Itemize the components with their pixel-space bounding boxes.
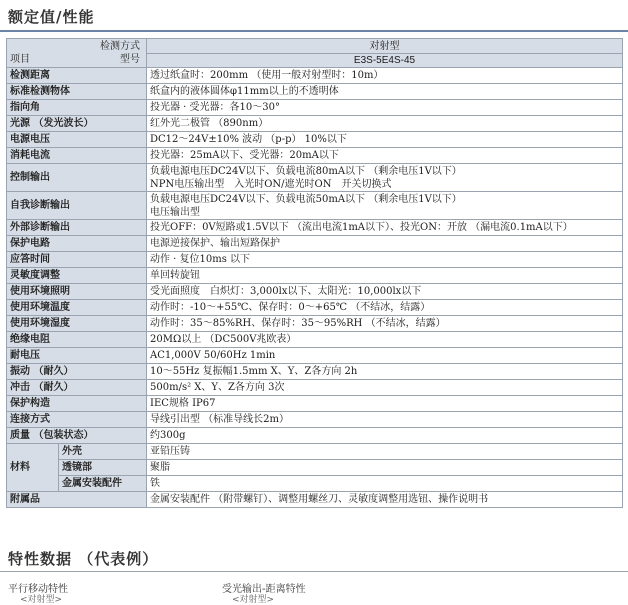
- spec-row: [7, 284, 623, 300]
- spec-row: [7, 68, 623, 84]
- spec-value-line: 负载电源电压DC24V以下、负载电流50mA以下 （剩余电压1V以下）: [150, 193, 462, 205]
- spec-label: 连接方式: [7, 412, 147, 428]
- spec-row: [7, 116, 623, 132]
- spec-row: [7, 412, 623, 428]
- spec-row: [7, 220, 623, 236]
- title-divider: [0, 30, 628, 32]
- spec-row: [7, 132, 623, 148]
- spec-label: 使用环境温度: [7, 300, 147, 316]
- spec-value-line: 电压输出型: [150, 206, 200, 218]
- spec-row: [7, 380, 623, 396]
- spec-row: [7, 316, 623, 332]
- spec-row: [7, 364, 623, 380]
- spec-value: 10～55Hz 复振幅1.5mm X、Y、Z各方向 2h: [147, 364, 623, 380]
- spec-label: 绝缘电阻: [7, 332, 147, 348]
- spec-label: 电源电压: [7, 132, 147, 148]
- spec-value: 投光器 · 受光器：各10～30°: [147, 100, 623, 116]
- spec-value: 500m/s² X、Y、Z各方向 3次: [147, 380, 623, 396]
- page-title: 额定值/性能: [8, 8, 95, 26]
- method-label: 检测方式: [100, 41, 140, 52]
- spec-row: [7, 252, 623, 268]
- materials-label: 材料: [7, 444, 59, 492]
- spec-label: 指向角: [7, 100, 147, 116]
- spec-value: 约300g: [147, 428, 623, 444]
- materials-row: [7, 444, 623, 460]
- spec-value: [147, 164, 623, 192]
- spec-row: [7, 348, 623, 364]
- materials-row: [7, 460, 623, 476]
- spec-row: [7, 148, 623, 164]
- spec-value: 动作 · 复位10ms 以下: [147, 252, 623, 268]
- spec-row: [7, 396, 623, 412]
- chart-sub-left: <对射型>: [20, 595, 63, 605]
- spec-value: 透过纸盒时：200mm （使用一般对射型时：10m）: [147, 68, 623, 84]
- spec-row: [7, 428, 623, 444]
- accessories-value: 金属安装配件 （附带螺钉）、调整用螺丝刀、灵敏度调整用选钮、操作说明书: [147, 492, 623, 508]
- spec-value-line: NPN电压输出型 入光时ON/遮光时ON 开关切换式: [150, 178, 392, 190]
- spec-row: [7, 84, 623, 100]
- method-value: 对射型: [147, 40, 622, 54]
- spec-row: [7, 236, 623, 252]
- materials-part: 外壳: [59, 444, 147, 460]
- spec-value: DC12～24V±10% 波动 （p-p） 10%以下: [147, 132, 623, 148]
- spec-row: [7, 164, 623, 192]
- spec-label: 冲击 （耐久）: [7, 380, 147, 396]
- section-divider: [0, 571, 628, 572]
- accessories-label: 附属品: [7, 492, 147, 508]
- spec-value: 投光OFF：0V短路或1.5V以下 （流出电流1mA以下）、投光ON：开放 （漏电流0.1mA以下）: [147, 220, 623, 236]
- accessories-row: [7, 492, 623, 508]
- spec-value: 受光面照度 白炽灯：3,000lx以下、太阳光：10,000lx以下: [147, 284, 623, 300]
- item-label: 项目: [10, 54, 30, 65]
- model-label: 型号: [120, 54, 140, 65]
- spec-label: 外部诊断输出: [7, 220, 147, 236]
- chart-title-left: 平行移动特性: [8, 584, 68, 595]
- spec-table: [6, 38, 623, 508]
- spec-label: 使用环境照明: [7, 284, 147, 300]
- model-value: E3S-5E4S-45: [353, 54, 416, 66]
- spec-row: [7, 268, 623, 284]
- header-row: [7, 39, 623, 68]
- spec-label: 应答时间: [7, 252, 147, 268]
- section-title: 特性数据 （代表例）: [8, 550, 159, 568]
- materials-value: 聚脂: [147, 460, 623, 476]
- chart-sub-right: <对射型>: [232, 595, 275, 605]
- spec-value: [147, 192, 623, 220]
- spec-label: 保护构造: [7, 396, 147, 412]
- spec-value: IEC规格 IP67: [147, 396, 623, 412]
- spec-value: 纸盒内的液体圆体φ11mm以上的不透明体: [147, 84, 623, 100]
- header-label-cell: [7, 39, 147, 68]
- materials-row: [7, 476, 623, 492]
- spec-value: 20MΩ以上 （DC500V兆欧表）: [147, 332, 623, 348]
- materials-value: 亚铅压铸: [147, 444, 623, 460]
- spec-value: 动作时：-10～+55℃、保存时：0～+65℃ （不结冰，结露）: [147, 300, 623, 316]
- materials-value: 铁: [147, 476, 623, 492]
- spec-label: 使用环境湿度: [7, 316, 147, 332]
- header-value-cell: [147, 39, 623, 68]
- spec-label: 耐电压: [7, 348, 147, 364]
- materials-part: 透镜部: [59, 460, 147, 476]
- spec-label: 标准检测物体: [7, 84, 147, 100]
- spec-value: 电源逆接保护、输出短路保护: [147, 236, 623, 252]
- spec-row: [7, 332, 623, 348]
- chart-title-right: 受光输出-距离特性: [222, 584, 306, 595]
- spec-label: 检测距离: [7, 68, 147, 84]
- spec-label: 振动 （耐久）: [7, 364, 147, 380]
- spec-label: 灵敏度调整: [7, 268, 147, 284]
- spec-value: 单回转旋钮: [147, 268, 623, 284]
- spec-value: AC1,000V 50/60Hz 1min: [147, 348, 623, 364]
- spec-label: 控制输出: [7, 164, 147, 192]
- spec-value: 红外光二极管 （890nm）: [147, 116, 623, 132]
- spec-value: 动作时：35～85%RH、保存时：35～95%RH （不结冰，结露）: [147, 316, 623, 332]
- spec-value-line: 负载电源电压DC24V以下、负载电流80mA以下 （剩余电压1V以下）: [150, 165, 462, 177]
- materials-part: 金属安装配件: [59, 476, 147, 492]
- spec-label: 光源 （发光波长）: [7, 116, 147, 132]
- spec-label: 保护电路: [7, 236, 147, 252]
- spec-label: 自我诊断输出: [7, 192, 147, 220]
- spec-label: 质量 （包装状态）: [7, 428, 147, 444]
- spec-value: 投光器：25mA以下、受光器：20mA以下: [147, 148, 623, 164]
- spec-value: 导线引出型 （标准导线长2m）: [147, 412, 623, 428]
- spec-label: 消耗电流: [7, 148, 147, 164]
- spec-row: [7, 100, 623, 116]
- spec-row: [7, 300, 623, 316]
- spec-row: [7, 192, 623, 220]
